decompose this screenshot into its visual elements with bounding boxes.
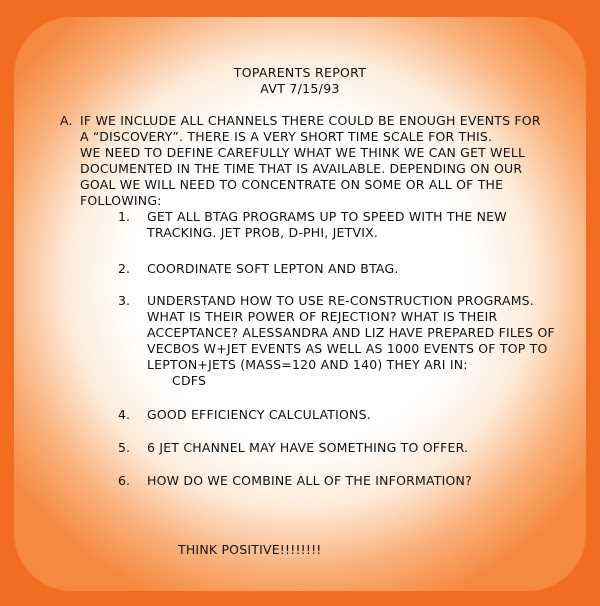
item-number: 3. xyxy=(118,293,130,308)
item-line: VECBOS W+JET EVENTS AS WELL AS 1000 EVENTS OF TOP TO xyxy=(147,341,548,356)
report-title: TOPARENTS REPORT xyxy=(233,65,367,80)
item-line: COORDINATE SOFT LEPTON AND BTAG. xyxy=(147,261,399,276)
section-marker: A. xyxy=(60,113,73,128)
section-line: WE NEED TO DEFINE CAREFULLY WHAT WE THINK WE CAN GET WELL xyxy=(80,145,526,160)
item-line: CDFS xyxy=(147,373,207,388)
list-item xyxy=(147,407,371,423)
item-line: 6 JET CHANNEL MAY HAVE SOMETHING TO OFFER. xyxy=(147,440,469,455)
section-line: FOLLOWING: xyxy=(80,193,162,208)
item-number: 6. xyxy=(118,473,130,488)
list-item xyxy=(147,209,507,241)
section-line: IF WE INCLUDE ALL CHANNELS THERE COULD BE ENOUGH EVENTS FOR xyxy=(80,113,541,128)
item-number: 1. xyxy=(118,209,130,224)
item-line: WHAT IS THEIR POWER OF REJECTION? WHAT IS THEIR xyxy=(147,309,498,324)
section-line: DOCUMENTED IN THE TIME THAT IS AVAILABLE. DEPENDING ON OUR xyxy=(80,161,523,176)
list-item xyxy=(147,261,399,277)
item-line: UNDERSTAND HOW TO USE RE-CONSTRUCTION PROGRAMS. xyxy=(147,293,534,308)
list-item xyxy=(147,473,472,489)
report-date: AVT 7/15/93 xyxy=(260,81,340,96)
report-slide xyxy=(14,17,586,591)
item-line: ACCEPTANCE? ALESSANDRA AND LIZ HAVE PREPARED FILES OF xyxy=(147,325,555,340)
item-line: GOOD EFFICIENCY CALCULATIONS. xyxy=(147,407,371,422)
item-line: HOW DO WE COMBINE ALL OF THE INFORMATION? xyxy=(147,473,472,488)
list-item xyxy=(147,440,468,456)
section-paragraph xyxy=(80,113,541,209)
section-line: GOAL WE WILL NEED TO CONCENTRATE ON SOME OR ALL OF THE xyxy=(80,177,504,192)
item-number: 2. xyxy=(118,261,130,276)
section-line: A “DISCOVERY”. THERE IS A VERY SHORT TIME SCALE FOR THIS. xyxy=(80,129,493,144)
list-item xyxy=(147,293,555,389)
item-line: LEPTON+JETS (MASS=120 AND 140) THEY ARI IN: xyxy=(147,357,468,372)
item-line: TRACKING. JET PROB, D-PHI, JETVIX. xyxy=(147,225,379,240)
item-number: 4. xyxy=(118,407,130,422)
item-line: GET ALL BTAG PROGRAMS UP TO SPEED WITH THE NEW xyxy=(147,209,507,224)
closing-text: THINK POSITIVE!!!!!!!! xyxy=(178,542,322,557)
item-number: 5. xyxy=(118,440,130,455)
